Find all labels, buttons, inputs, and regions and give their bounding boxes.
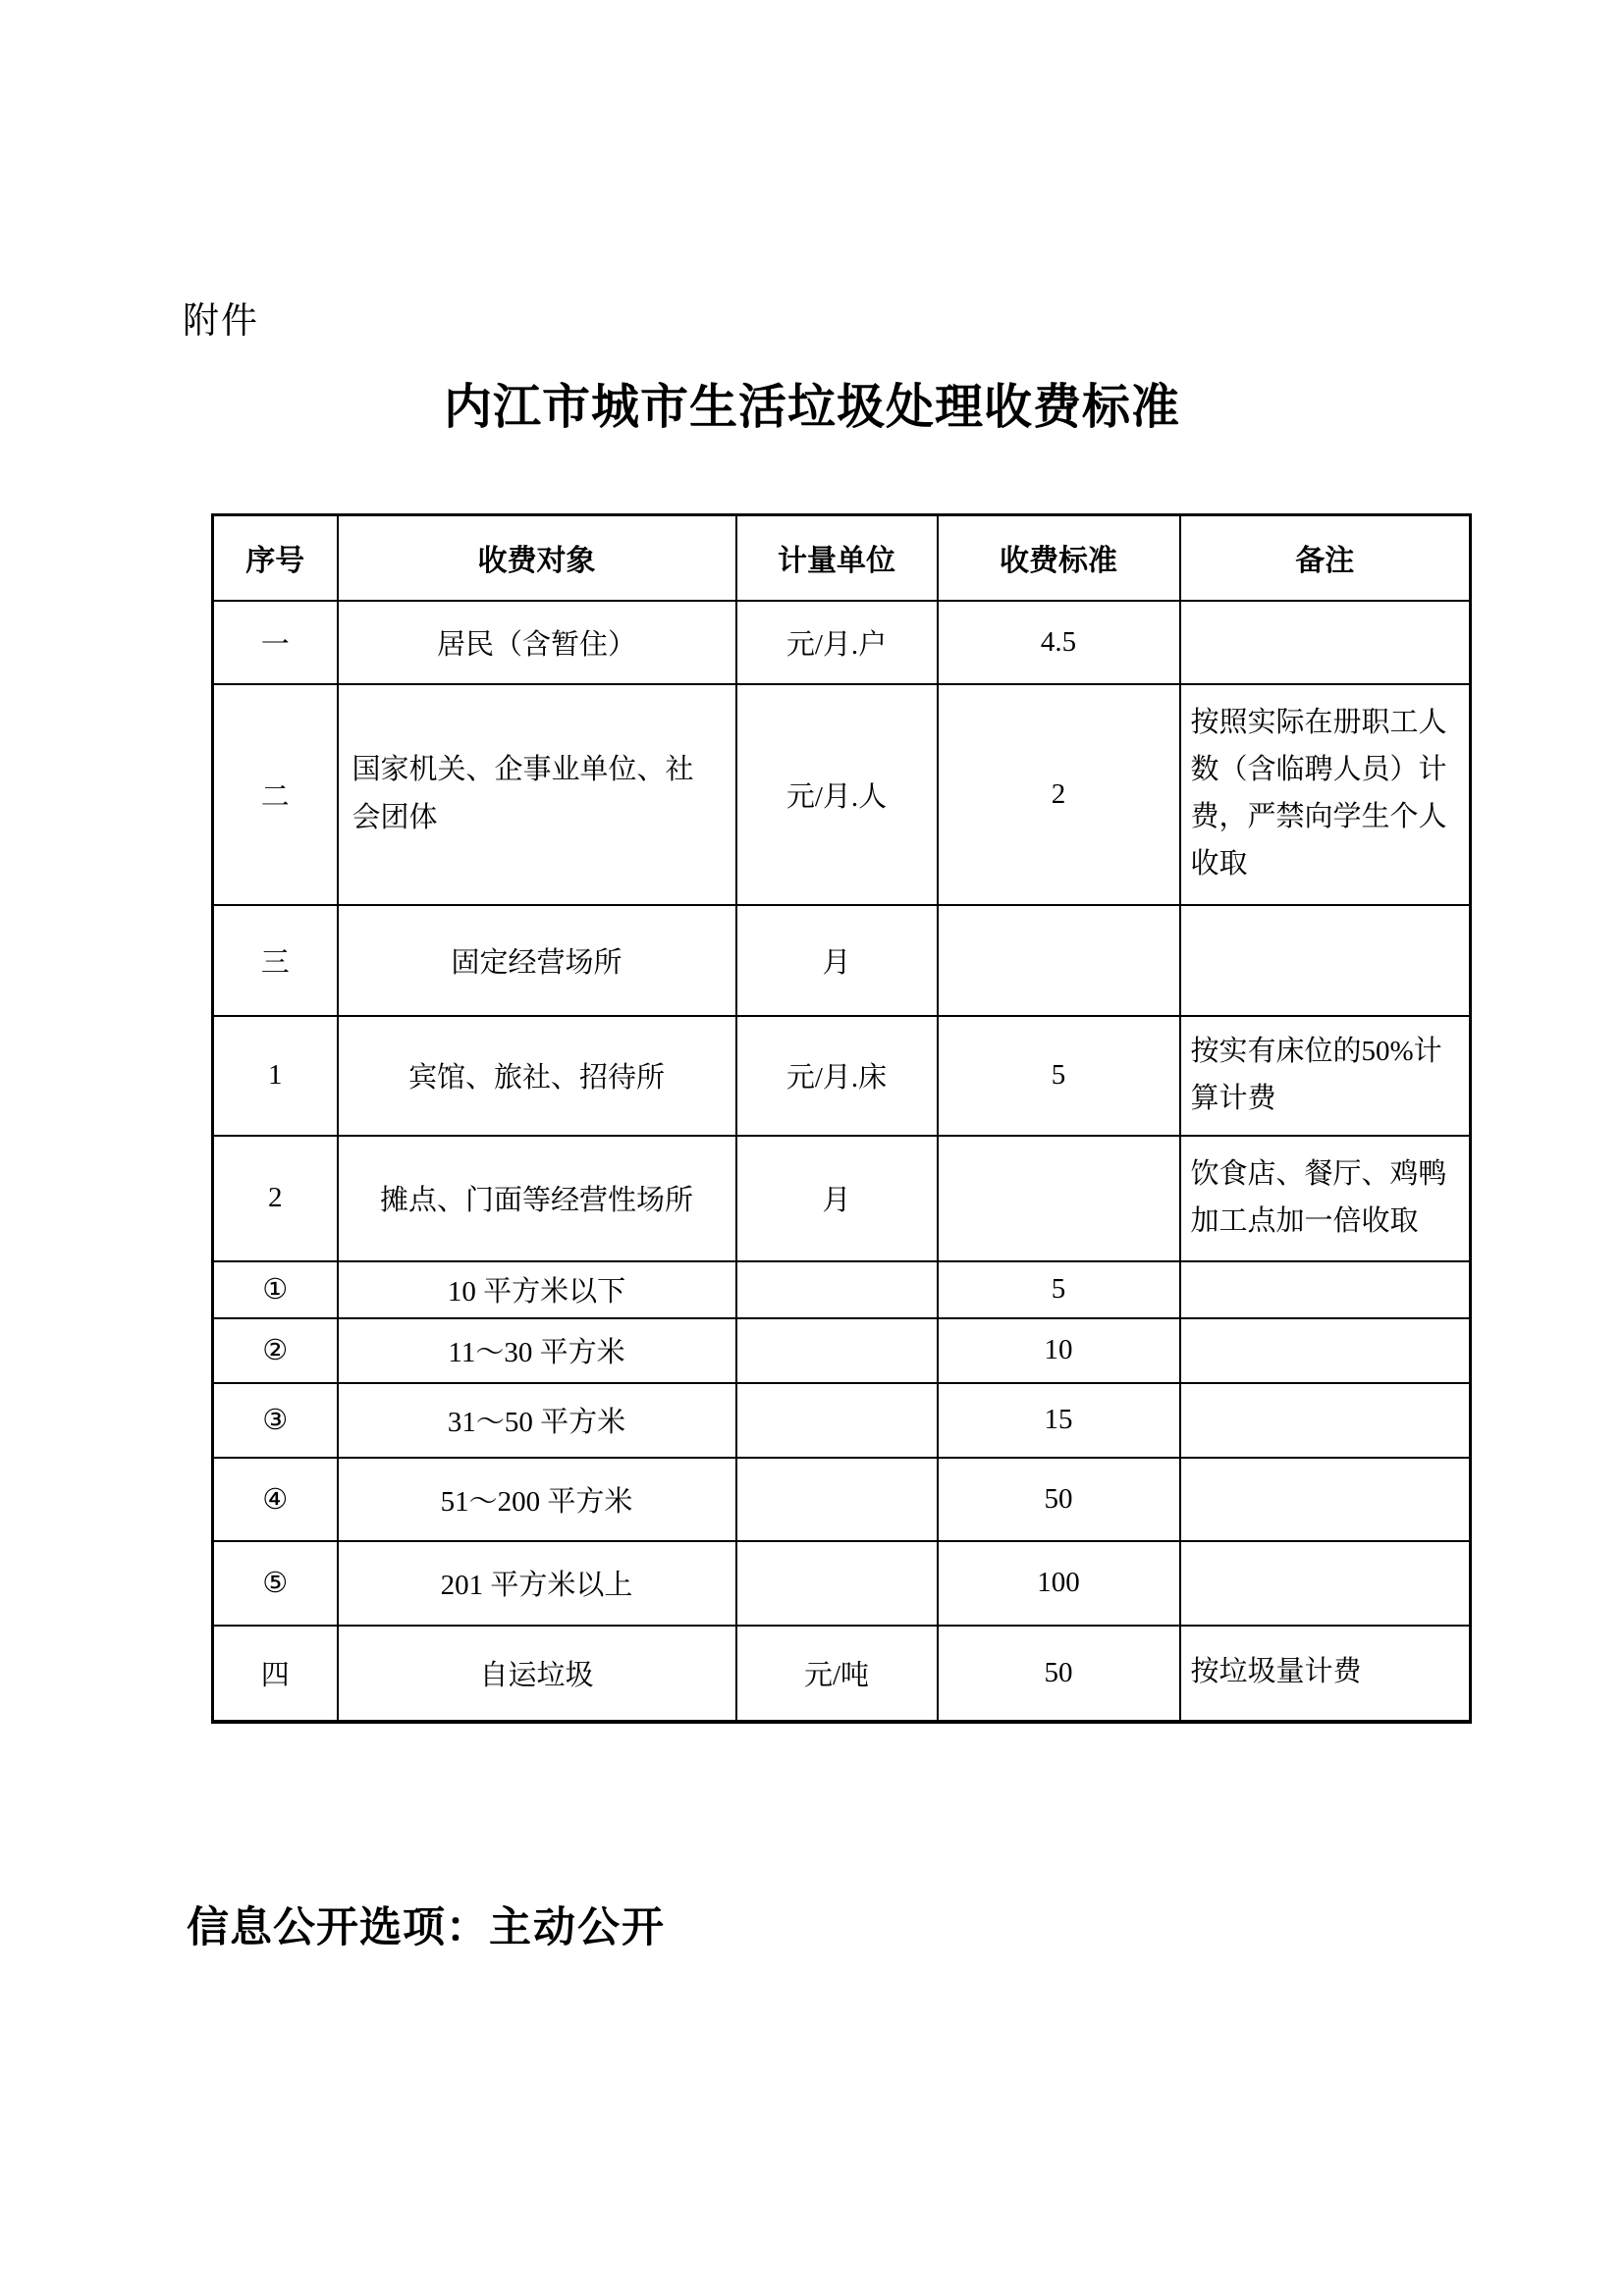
cell-note (1180, 601, 1471, 684)
page-title: 内江市城市生活垃圾处理收费标准 (443, 380, 1180, 434)
fee-table (211, 513, 1472, 1724)
cell-note (1180, 1318, 1471, 1383)
cell-no: 2 (213, 1136, 338, 1261)
attachment-label: 附件 (183, 301, 259, 342)
cell-note (1180, 1383, 1471, 1458)
table-row (213, 1541, 1471, 1626)
cell-unit (736, 1318, 938, 1383)
cell-unit: 元/月.床 (736, 1016, 938, 1136)
cell-note (1180, 1261, 1471, 1318)
cell-fee: 5 (938, 1016, 1180, 1136)
cell-unit: 元/月.户 (736, 601, 938, 684)
fee-table-body (213, 601, 1471, 1722)
cell-fee (938, 1136, 1180, 1261)
header-cell-unit: 计量单位 (736, 515, 938, 601)
cell-no: ③ (213, 1383, 338, 1458)
cell-fee: 50 (938, 1626, 1180, 1722)
cell-no: ⑤ (213, 1541, 338, 1626)
cell-no: 四 (213, 1626, 338, 1722)
disclosure-value: 主动公开 (489, 1905, 666, 1951)
table-row (213, 1458, 1471, 1541)
cell-fee: 15 (938, 1383, 1180, 1458)
cell-fee: 4.5 (938, 601, 1180, 684)
cell-fee: 5 (938, 1261, 1180, 1318)
cell-target: 10 平方米以下 (338, 1261, 736, 1318)
cell-target: 居民（含暂住） (338, 601, 736, 684)
table-row (213, 905, 1471, 1016)
table-row (213, 1136, 1471, 1261)
cell-unit: 元/月.人 (736, 684, 938, 905)
cell-unit: 月 (736, 1136, 938, 1261)
header-cell-fee: 收费标准 (938, 515, 1180, 601)
header-cell-target: 收费对象 (338, 515, 736, 601)
cell-fee: 10 (938, 1318, 1180, 1383)
cell-no: ① (213, 1261, 338, 1318)
cell-fee: 100 (938, 1541, 1180, 1626)
header-cell-note: 备注 (1180, 515, 1471, 601)
cell-target: 摊点、门面等经营性场所 (338, 1136, 736, 1261)
table-row (213, 1383, 1471, 1458)
cell-no: 三 (213, 905, 338, 1016)
cell-note (1180, 1541, 1471, 1626)
table-row (213, 684, 1471, 905)
cell-no: 一 (213, 601, 338, 684)
header-cell-no: 序号 (213, 515, 338, 601)
cell-note: 按垃圾量计费 (1180, 1626, 1471, 1722)
cell-target: 固定经营场所 (338, 905, 736, 1016)
cell-target: 31～50 平方米 (338, 1383, 736, 1458)
header-row (213, 515, 1471, 601)
table-row (213, 1626, 1471, 1722)
cell-target: 宾馆、旅社、招待所 (338, 1016, 736, 1136)
table-row (213, 601, 1471, 684)
cell-unit (736, 1383, 938, 1458)
cell-no: 二 (213, 684, 338, 905)
table-row (213, 1318, 1471, 1383)
cell-no: 1 (213, 1016, 338, 1136)
fee-table-header (213, 515, 1471, 601)
table-row (213, 1016, 1471, 1136)
cell-unit (736, 1458, 938, 1541)
cell-target: 11～30 平方米 (338, 1318, 736, 1383)
cell-target: 自运垃圾 (338, 1626, 736, 1722)
cell-note: 按实有床位的50%计算计费 (1180, 1016, 1471, 1136)
cell-note: 按照实际在册职工人数（含临聘人员）计费，严禁向学生个人收取 (1180, 684, 1471, 905)
table-row (213, 1261, 1471, 1318)
disclosure-label: 信息公开选项： (187, 1904, 489, 1951)
cell-unit (736, 1261, 938, 1318)
cell-target: 201 平方米以上 (338, 1541, 736, 1626)
cell-unit (736, 1541, 938, 1626)
disclosure-line (187, 1895, 666, 1954)
cell-note (1180, 905, 1471, 1016)
cell-no: ② (213, 1318, 338, 1383)
cell-unit: 月 (736, 905, 938, 1016)
cell-note (1180, 1458, 1471, 1541)
cell-fee: 2 (938, 684, 1180, 905)
cell-unit: 元/吨 (736, 1626, 938, 1722)
cell-target: 国家机关、企事业单位、社会团体 (338, 684, 736, 905)
cell-fee (938, 905, 1180, 1016)
cell-target: 51～200 平方米 (338, 1458, 736, 1541)
cell-no: ④ (213, 1458, 338, 1541)
cell-note: 饮食店、餐厅、鸡鸭加工点加一倍收取 (1180, 1136, 1471, 1261)
cell-fee: 50 (938, 1458, 1180, 1541)
